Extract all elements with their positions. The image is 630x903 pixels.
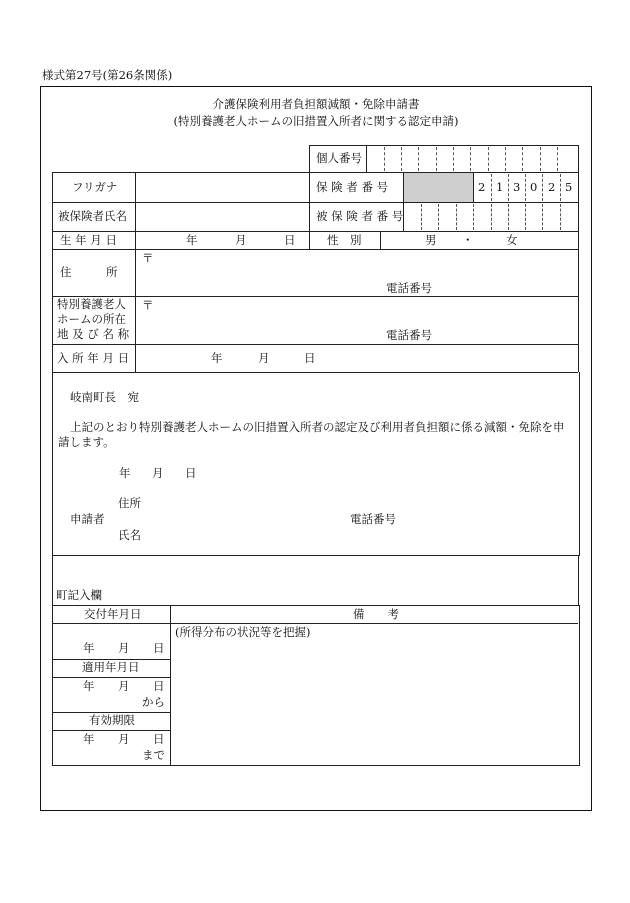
issue-date-label: 交付年月日	[84, 607, 142, 621]
table-line	[52, 344, 578, 345]
insured-number-label: 被 保 険 者 番 号	[316, 209, 404, 223]
table-line	[52, 555, 53, 605]
table-line	[52, 677, 170, 678]
facility-phone-label: 電話番号	[386, 328, 432, 342]
facility-label-1: 特別養護老人	[57, 297, 126, 311]
birth-day: 日	[284, 233, 296, 247]
table-line	[170, 605, 171, 765]
insured-name-label: 被保険者氏名	[58, 209, 127, 223]
digit-divider	[421, 204, 422, 230]
individual-number-label: 個人番号	[316, 151, 362, 165]
valid-period-label: 有効期限	[89, 713, 135, 727]
applied-year: 年	[83, 679, 95, 693]
application-day: 日	[185, 466, 197, 480]
digit-divider	[508, 174, 509, 201]
digit-divider	[560, 204, 561, 230]
gender-male: 男	[425, 233, 437, 247]
digit-divider	[542, 204, 543, 230]
furigana-label: フリガナ	[72, 180, 118, 194]
insurer-digit: 5	[565, 180, 573, 194]
table-line	[52, 623, 578, 624]
digit-divider	[456, 204, 457, 230]
table-line	[309, 145, 578, 146]
insurer-digit: 2	[548, 180, 556, 194]
insurer-digit: 1	[496, 180, 504, 194]
table-line	[578, 555, 579, 605]
digit-divider	[560, 174, 561, 201]
birth-year: 年	[186, 233, 198, 247]
town-table	[52, 605, 580, 766]
table-line	[52, 202, 578, 203]
applied-month: 月	[118, 679, 130, 693]
table-line	[473, 172, 474, 202]
table-line	[52, 172, 53, 372]
admission-month: 月	[258, 351, 270, 365]
admission-year: 年	[211, 351, 223, 365]
applied-from: から	[142, 695, 165, 709]
insurer-digit: 0	[530, 180, 538, 194]
remarks-note: (所得分布の状況等を把握)	[175, 625, 311, 639]
digit-divider	[438, 204, 439, 230]
digit-divider	[542, 174, 543, 201]
gender-dot: ・	[462, 233, 474, 247]
issue-month: 月	[118, 641, 130, 655]
address-label: 住 所	[60, 265, 118, 279]
town-section-label: 町記入欄	[56, 588, 102, 602]
digit-divider	[436, 147, 437, 171]
applicant-address-label: 住所	[118, 496, 141, 510]
digit-divider	[384, 147, 385, 171]
application-month: 月	[152, 466, 164, 480]
applied-day: 日	[153, 679, 165, 693]
applied-date-label: 適用年月日	[82, 660, 140, 674]
digit-divider	[470, 147, 471, 171]
remarks-label: 備 考	[353, 607, 399, 621]
digit-divider	[491, 174, 492, 201]
digit-divider	[525, 174, 526, 201]
digit-divider	[418, 147, 419, 171]
applicant-phone-label: 電話番号	[350, 512, 396, 526]
digit-divider	[473, 204, 474, 230]
issue-day: 日	[153, 641, 165, 655]
facility-label-3: 地 及 び 名 称	[57, 327, 130, 341]
digit-divider	[525, 204, 526, 230]
digit-divider	[491, 204, 492, 230]
digit-divider	[488, 147, 489, 171]
admission-date-label: 入 所 年 月 日	[57, 351, 130, 365]
addressee: 岐南町長 宛	[70, 390, 139, 404]
application-year: 年	[119, 466, 131, 480]
address-phone-label: 電話番号	[386, 281, 432, 295]
address-postal-mark: 〒	[142, 251, 154, 265]
table-line	[309, 172, 310, 249]
birth-date-label: 生 年 月 日	[60, 233, 117, 247]
table-line	[366, 145, 367, 172]
applicant-label: 申請者	[70, 512, 105, 526]
digit-divider	[505, 147, 506, 171]
digit-divider	[522, 147, 523, 171]
table-line	[380, 231, 381, 249]
admission-day: 日	[304, 351, 316, 365]
gender-label: 性 別	[327, 233, 362, 247]
gender-female: 女	[506, 233, 518, 247]
table-line	[52, 231, 578, 232]
shaded-cell	[404, 173, 473, 202]
table-line	[52, 730, 170, 731]
insurer-digit: 3	[513, 180, 521, 194]
digit-divider	[557, 147, 558, 171]
valid-until: まで	[142, 748, 165, 762]
valid-day: 日	[153, 732, 165, 746]
table-line	[52, 249, 578, 250]
table-line	[578, 145, 579, 372]
form-subtitle: (特別養護老人ホームの旧措置入所者に関する認定申請)	[173, 114, 459, 128]
birth-month: 月	[235, 233, 247, 247]
digit-divider	[453, 147, 454, 171]
insurer-number-label: 保 険 者 番 号	[316, 180, 389, 194]
facility-label-2: ホームの所在	[57, 312, 126, 326]
issue-year: 年	[83, 641, 95, 655]
valid-month: 月	[118, 732, 130, 746]
table-line	[309, 145, 310, 172]
digit-divider	[401, 147, 402, 171]
table-line	[52, 296, 578, 297]
table-line	[52, 172, 578, 173]
valid-year: 年	[83, 732, 95, 746]
facility-postal-mark: 〒	[142, 298, 154, 312]
application-statement: 上記のとおり特別養護老人ホームの旧措置入所者の認定及び利用者負担額に係る減額・免除を申請します。	[58, 420, 565, 449]
form-number: 様式第27号(第26条関係)	[42, 68, 173, 82]
digit-divider	[508, 204, 509, 230]
form-title: 介護保険利用者負担額減額・免除申請書	[212, 97, 420, 111]
table-line	[135, 172, 136, 372]
applicant-name-label: 氏名	[118, 528, 141, 542]
insurer-digit: 2	[478, 180, 486, 194]
digit-divider	[540, 147, 541, 171]
